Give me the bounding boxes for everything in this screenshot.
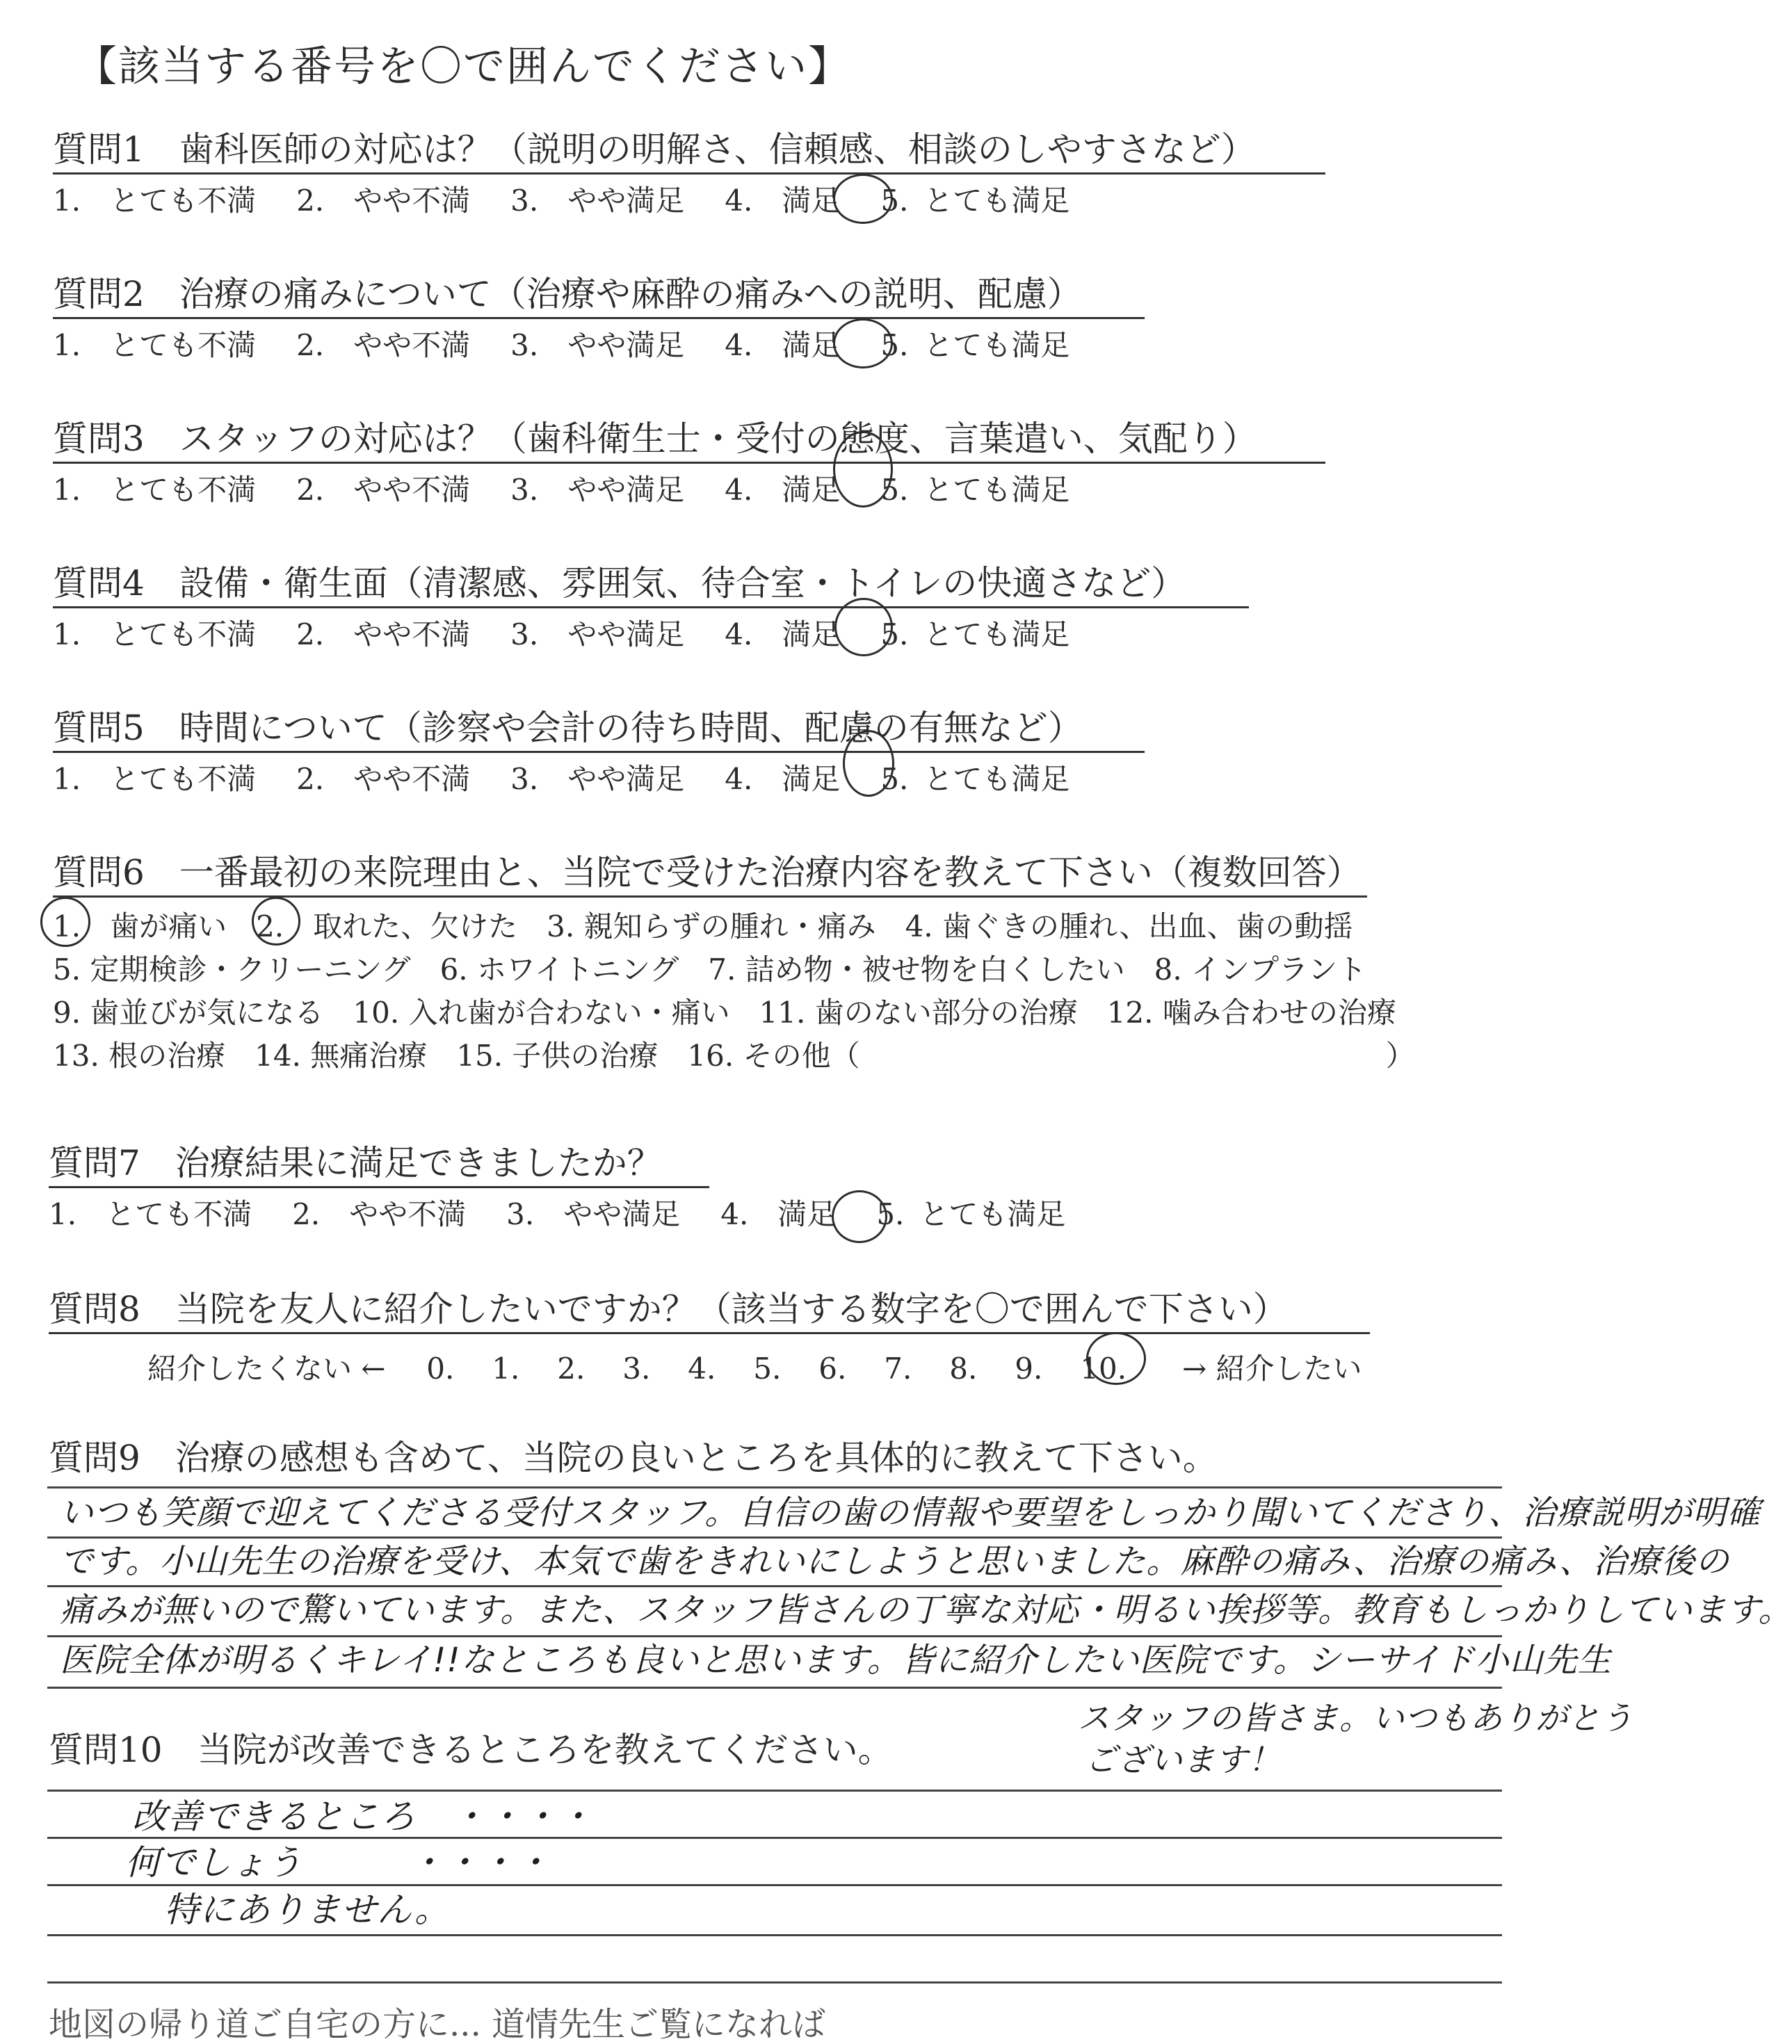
option-5[interactable]: 5.	[880, 328, 909, 362]
selection-circle-q4	[834, 598, 893, 656]
option-2[interactable]: 2. やや不満	[296, 473, 471, 507]
option-5-label: とても満足	[923, 328, 1070, 362]
option-3[interactable]: 3. やや満足	[510, 473, 685, 507]
option-4[interactable]: 4. 満足	[725, 617, 841, 651]
q9-answer-line-4: 医院全体が明るくキレイ!!なところも良いと思います。皆に紹介したい医院です。シーサイド小山先生	[60, 1641, 1612, 1680]
option-2[interactable]: 2. やや不満	[296, 617, 471, 651]
selection-circle-q2	[833, 318, 893, 368]
question-6-row-2[interactable]: 5. 定期検診・クリーニング 6. ホワイトニング 7. 詰め物・被せ物を白くしたい 8. インプラント	[53, 952, 1367, 987]
page-title: 【該当する番号を〇で囲んでください】	[75, 42, 851, 91]
q9-answer-line-5: スタッフの皆さま。いつもありがとう	[1078, 1699, 1633, 1737]
selection-circle-q3	[833, 431, 893, 508]
answer-rule	[47, 1486, 1502, 1489]
selection-circle-q6-2	[252, 897, 300, 946]
q8-scale-0[interactable]: 0.	[426, 1352, 455, 1386]
answer-rule	[47, 1790, 1502, 1792]
option-2[interactable]: 2. やや不満	[296, 762, 471, 796]
option-5[interactable]: 5.	[880, 473, 909, 507]
question-6-row-1[interactable]: 1. 歯が痛い 2. 取れた、欠けた 3. 親知らずの腫れ・痛み 4. 歯ぐきの腫れ、出血、歯の動揺	[53, 909, 1353, 943]
selection-circle-q8	[1086, 1332, 1146, 1385]
option-5-label: とても満足	[923, 762, 1070, 796]
q9-answer-line-3: 痛みが無いので驚いています。また、スタッフ皆さんの丁寧な対応・明るい挨拶等。教育もしっかりしています。	[60, 1591, 1792, 1630]
q8-scale-8[interactable]: 8.	[949, 1352, 978, 1386]
question-8-scale	[147, 1346, 1362, 1388]
q8-scale-4[interactable]: 4.	[688, 1352, 716, 1386]
option-2[interactable]: 2. やや不満	[292, 1197, 467, 1231]
q8-scale-10[interactable]: 10.	[1080, 1352, 1127, 1386]
question-4-options	[53, 617, 1110, 651]
option-3[interactable]: 3. やや満足	[510, 617, 685, 651]
q8-scale-6[interactable]: 6.	[818, 1352, 847, 1386]
question-8-underline	[49, 1332, 1370, 1334]
question-10-label: 質問10 当院が改善できるところを教えてください。	[49, 1730, 893, 1770]
selection-circle-q5	[843, 730, 894, 797]
question-1-underline	[53, 172, 1325, 175]
option-5[interactable]: 5.	[876, 1197, 905, 1231]
option-5[interactable]: 5.	[880, 762, 909, 796]
option-5-label: とても満足	[923, 473, 1070, 507]
question-7-underline	[49, 1186, 709, 1188]
q8-scale-5[interactable]: 5.	[753, 1352, 782, 1386]
q10-answer-line-1: 改善できるところ ・・・・	[132, 1796, 593, 1837]
question-7-label: 質問7 治療結果に満足できましたか？	[49, 1143, 662, 1183]
answer-rule	[47, 1585, 1502, 1587]
question-4-underline	[53, 606, 1249, 608]
option-5[interactable]: 5.	[880, 184, 909, 218]
question-6-underline	[53, 895, 1367, 898]
option-4[interactable]: 4. 満足	[720, 1197, 837, 1231]
question-5-options	[53, 762, 1110, 796]
q10-answer-line-3: 特にありません。	[164, 1890, 450, 1930]
q10-answer-line-2: 何でしょう ・・・・	[125, 1842, 551, 1883]
option-4[interactable]: 4. 満足	[725, 473, 841, 507]
question-2-underline	[53, 317, 1145, 319]
q8-scale-9[interactable]: 9.	[1015, 1352, 1043, 1386]
q8-scale-7[interactable]: 7.	[884, 1352, 912, 1386]
question-6-label: 質問6 一番最初の来院理由と、当院で受けた治療内容を教えて下さい（複数回答）	[53, 852, 1362, 893]
q9-answer-line-2: です。小山先生の治療を受け、本気で歯をきれいにしようと思いました。麻酔の痛み、治療の痛み、治療後の	[60, 1542, 1730, 1581]
option-5-label: とても満足	[923, 617, 1070, 651]
option-4[interactable]: 4. 満足	[725, 762, 841, 796]
question-2-label: 質問2 治療の痛みについて（治療や麻酔の痛みへの説明、配慮）	[53, 274, 1082, 314]
q8-scale-2[interactable]: 2.	[557, 1352, 586, 1386]
option-1[interactable]: 1. とても不満	[53, 762, 257, 796]
option-3[interactable]: 3. やや満足	[510, 762, 685, 796]
option-5[interactable]: 5.	[880, 617, 909, 651]
footer-partial: 地図の帰り道ご自宅の方に... 道情先生ご覧になれば	[49, 2005, 826, 2044]
option-2[interactable]: 2. やや不満	[296, 184, 471, 218]
option-4[interactable]: 4. 満足	[725, 328, 841, 362]
question-5-underline	[53, 751, 1145, 753]
question-9-label: 質問9 治療の感想も含めて、当院の良いところを具体的に教えて下さい。	[49, 1438, 1218, 1478]
q8-low-label: 紹介したくない ←	[147, 1352, 386, 1386]
option-2[interactable]: 2. やや不満	[296, 328, 471, 362]
answer-rule	[47, 1981, 1502, 1984]
answer-rule	[47, 1635, 1502, 1637]
question-2-options	[53, 328, 1110, 362]
option-1[interactable]: 1. とても不満	[53, 473, 257, 507]
option-1[interactable]: 1. とても不満	[49, 1197, 252, 1231]
question-8-label: 質問8 当院を友人に紹介したいですか？（該当する数字を〇で囲んで下さい）	[49, 1289, 1288, 1329]
answer-rule	[47, 1687, 1502, 1689]
option-3[interactable]: 3. やや満足	[510, 184, 685, 218]
question-3-label: 質問3 スタッフの対応は？（歯科衛生士・受付の態度、言葉遣い、気配り）	[53, 419, 1257, 459]
question-3-underline	[53, 462, 1325, 464]
answer-rule	[47, 1837, 1502, 1839]
question-6-row-4[interactable]: 13. 根の治療 14. 無痛治療 15. 子供の治療 16. その他（ ）	[53, 1039, 1415, 1073]
option-1[interactable]: 1. とても不満	[53, 617, 257, 651]
q8-scale-3[interactable]: 3.	[622, 1352, 651, 1386]
question-1-options	[53, 186, 1110, 216]
selection-circle-q7	[832, 1190, 887, 1243]
answer-rule	[47, 1934, 1502, 1936]
question-6-row-3[interactable]: 9. 歯並びが気になる 10. 入れ歯が合わない・痛い 11. 歯のない部分の治療 12. 噛み合わせの治療	[53, 996, 1396, 1030]
option-1[interactable]: 1. とても不満	[53, 184, 257, 218]
option-3[interactable]: 3. やや満足	[510, 328, 685, 362]
answer-rule	[47, 1536, 1502, 1539]
option-3[interactable]: 3. やや満足	[506, 1197, 681, 1231]
option-4[interactable]: 4. 満足	[725, 184, 841, 218]
answer-rule	[47, 1884, 1502, 1886]
q9-answer-line-6: ございます！	[1085, 1741, 1281, 1778]
question-7-options	[49, 1197, 1106, 1231]
selection-circle-q1	[833, 174, 893, 224]
selection-circle-q6-1	[40, 897, 90, 947]
q9-answer-line-1: いつも笑顔で迎えてくださる受付スタッフ。自信の歯の情報や要望をしっかり聞いてくださり、治療説明が明確	[60, 1493, 1761, 1532]
question-1-label: 質問1 歯科医師の対応は？（説明の明解さ、信頼感、相談のしやすさなど）	[53, 129, 1256, 170]
question-5-label: 質問5 時間について（診察や会計の待ち時間、配慮の有無など）	[53, 708, 1083, 748]
question-4-label: 質問4 設備・衛生面（清潔感、雰囲気、待合室・トイレの快適さなど）	[53, 563, 1186, 603]
q8-scale-1[interactable]: 1.	[492, 1352, 520, 1386]
option-5-label: とても満足	[923, 184, 1070, 218]
option-1[interactable]: 1. とても不満	[53, 328, 257, 362]
option-5-label: とても満足	[919, 1197, 1066, 1231]
question-3-options	[53, 473, 1110, 507]
q8-high-label: → 紹介したい	[1181, 1352, 1362, 1386]
